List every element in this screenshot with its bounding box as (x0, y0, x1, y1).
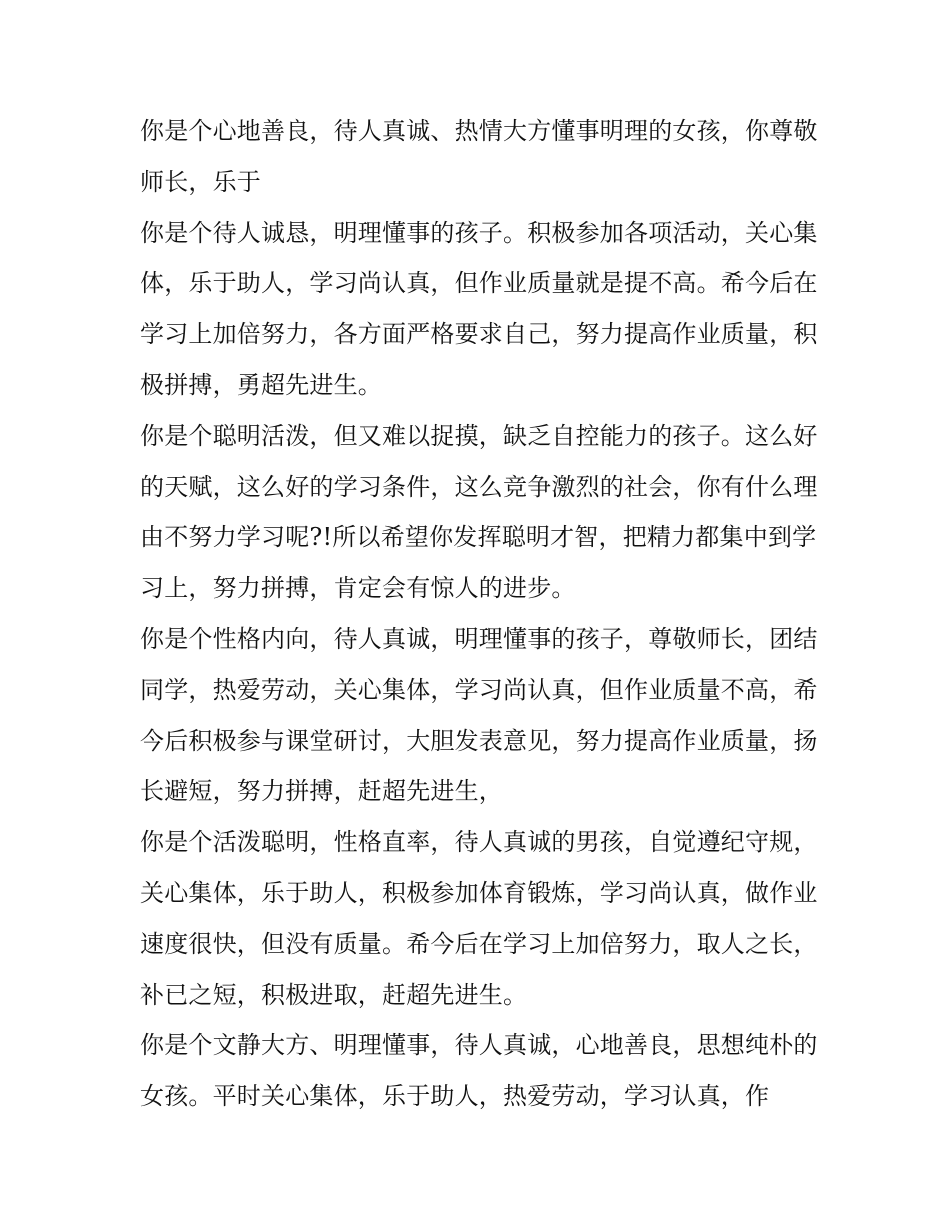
paragraph-6: 你是个文静大方、明理懂事，待人真诚，心地善良，思想纯朴的女孩。平时关心集体，乐于助人，热爱劳动，学习认真，作 (140, 1031, 818, 1111)
paragraph-3: 你是个聪明活泼，但又难以捉摸，缺乏自控能力的孩子。这么好的天赋，这么好的学习条件，这么竞争激烈的社会，你有什么理由不努力学习呢?!所以希望你发挥聪明才智，把精力都集中到学习上，努力拼搏，肯定会有惊人的进步。 (140, 421, 818, 603)
paragraph-1: 你是个心地善良，待人真诚、热情大方懂事明理的女孩，你尊敬师长，乐于 (140, 117, 818, 196)
paragraph-4: 你是个性格内向，待人真诚，明理懂事的孩子，尊敬师长，团结同学，热爱劳动，关心集体，学习尚认真，但作业质量不高，希今后积极参与课堂研讨，大胆发表意见，努力提高作业质量，扬长避短，努力拼搏，赶超先进生， (140, 624, 818, 806)
paragraph-2: 你是个待人诚恳，明理懂事的孩子。积极参加各项活动，关心集体，乐于助人，学习尚认真，但作业质量就是提不高。希今后在学习上加倍努力，各方面严格要求自己，努力提高作业质量，积极拼搏，勇超先进生。 (140, 218, 818, 399)
paragraph-5: 你是个活泼聪明，性格直率，待人真诚的男孩，自觉遵纪守规，关心集体，乐于助人，积极参加体育锻炼，学习尚认真，做作业速度很快，但没有质量。希今后在学习上加倍努力，取人之长，补已之短，积极进取，赶超先进生。 (140, 828, 818, 1009)
document-body (140, 106, 820, 1122)
